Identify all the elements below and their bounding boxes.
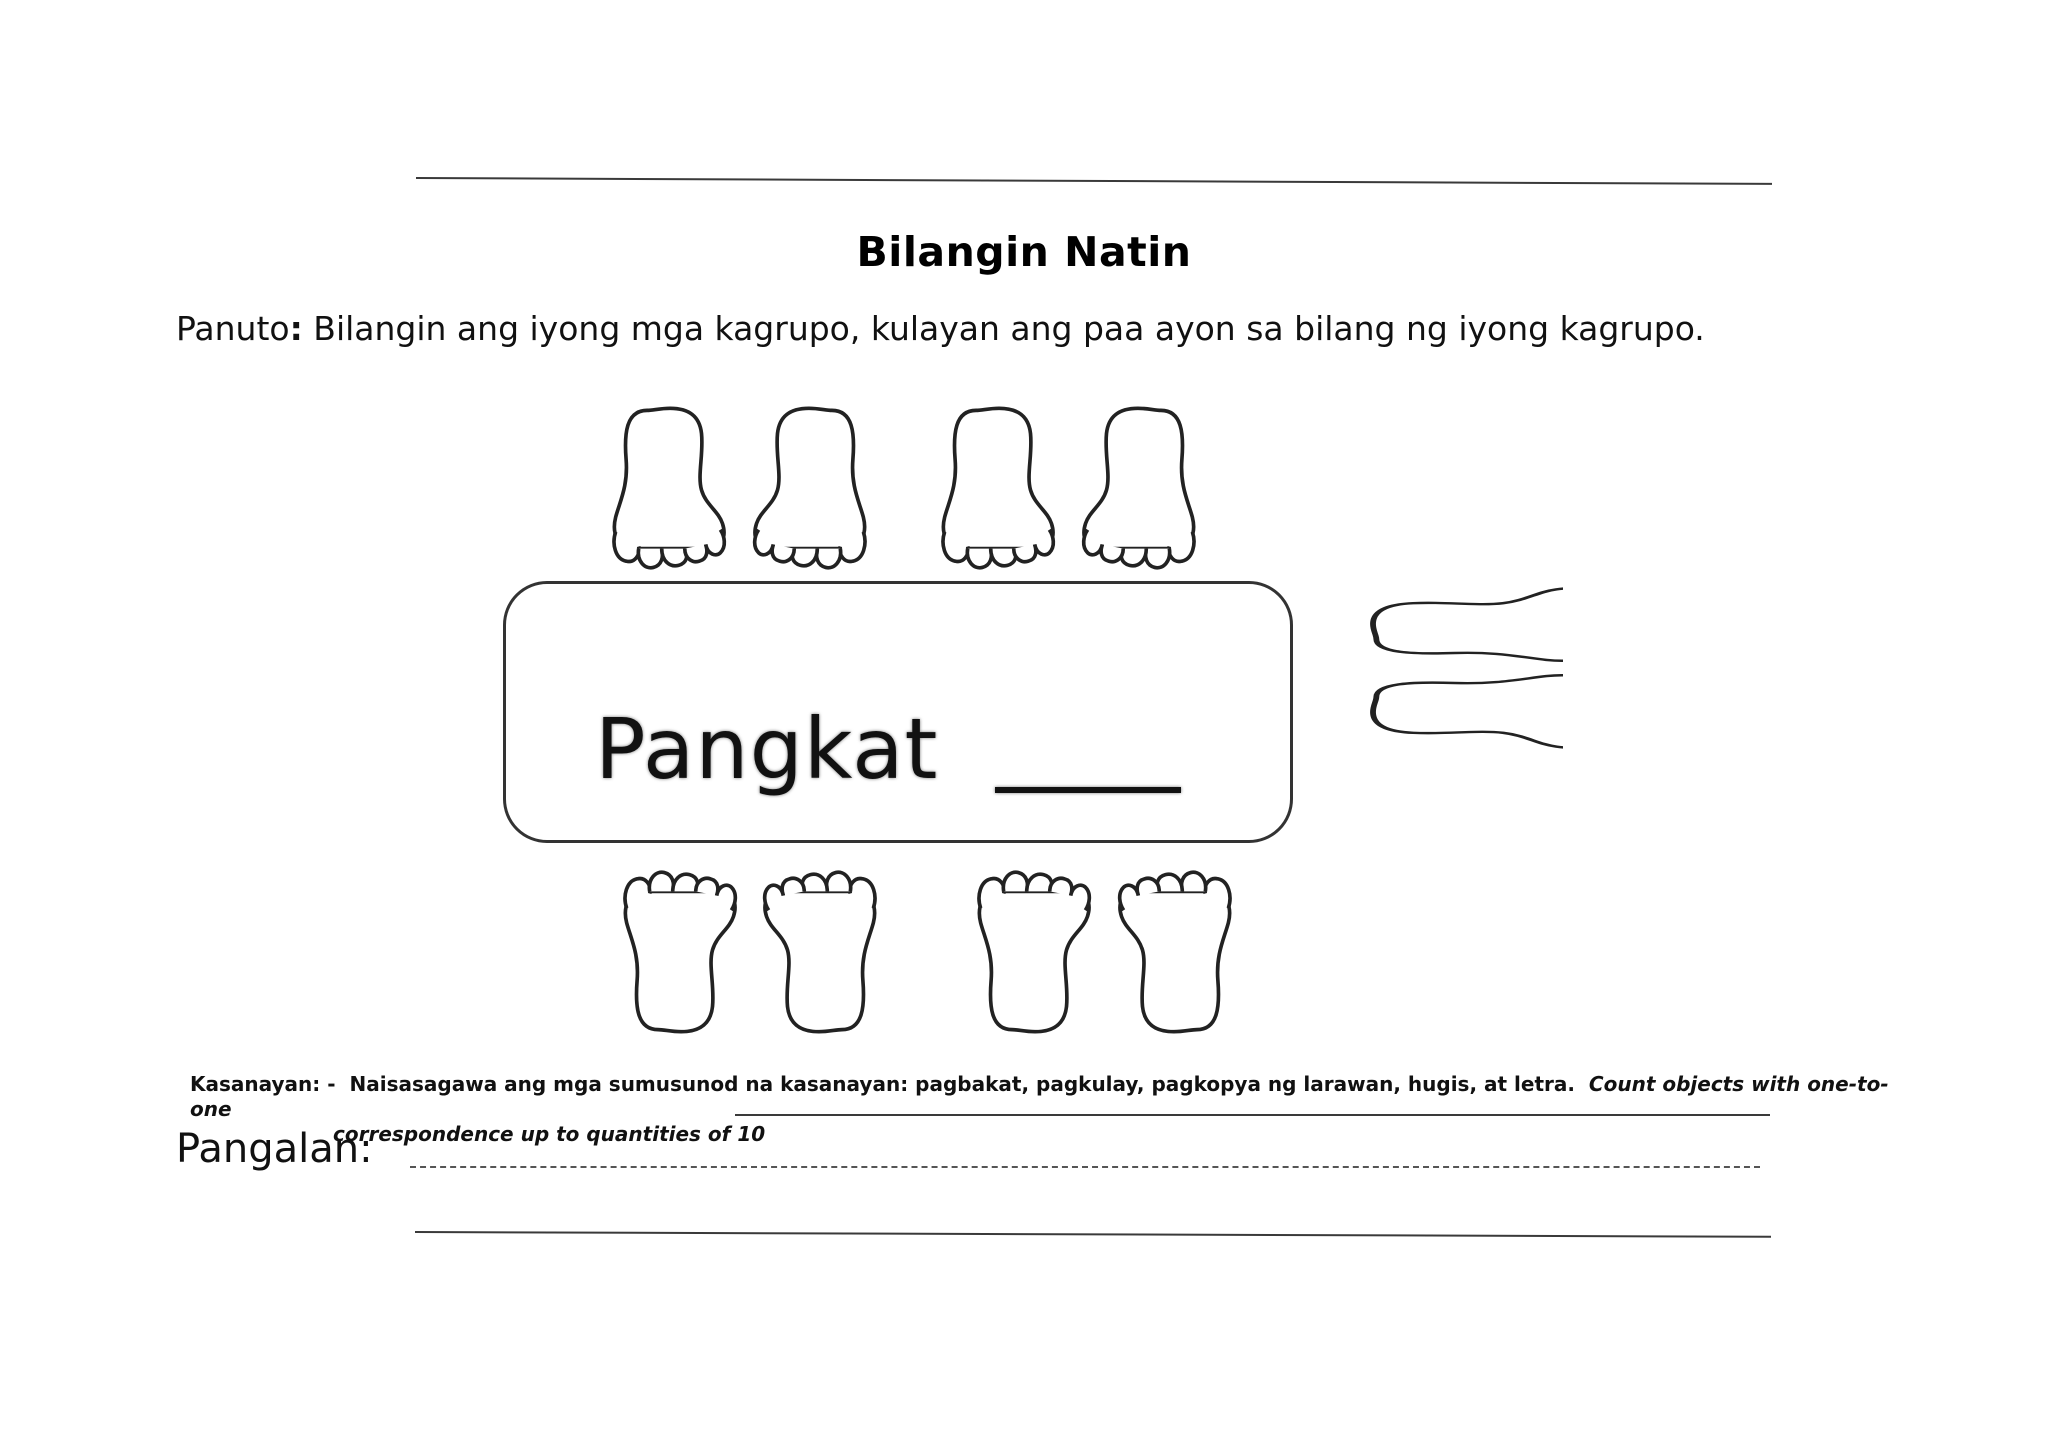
foot-top-1[interactable] [605, 402, 731, 580]
top-rule [416, 177, 1772, 185]
group-number-blank[interactable] [995, 787, 1181, 793]
skills-english-b: correspondence up to quantities of 10 [333, 1122, 766, 1146]
instruction-colon: : [289, 309, 303, 348]
foot-top-4[interactable] [1077, 402, 1203, 580]
skills-english-a: Count objects with one-to-one [190, 1072, 1889, 1121]
skills-dash: - [327, 1072, 336, 1096]
bottom-rule [415, 1231, 1771, 1238]
skills-text: Naisasagawa ang mga sumusunod na kasanayan: pagbakat, pagkulay, pagkopya ng larawan, hugis, at letra. [349, 1072, 1575, 1096]
foot-bottom-4[interactable] [1113, 860, 1239, 1038]
name-input-line[interactable] [410, 1166, 1760, 1168]
name-label: Pangalan: [176, 1126, 373, 1172]
instructions [176, 309, 1705, 348]
foot-bottom-2[interactable] [758, 860, 884, 1038]
foot-right-1[interactable] [1363, 548, 1563, 668]
foot-top-3[interactable] [934, 402, 1060, 580]
foot-bottom-3[interactable] [970, 860, 1096, 1038]
instruction-label: Panuto [176, 309, 290, 348]
foot-top-2[interactable] [748, 402, 874, 580]
instruction-text: Bilangin ang iyong mga kagrupo, kulayan ang paa ayon sa bilang ng iyong kagrupo. [302, 309, 1705, 348]
foot-right-2[interactable] [1363, 668, 1563, 788]
skills-label: Kasanayan: [190, 1072, 321, 1096]
group-label: Pangkat [595, 700, 939, 798]
page-title: Bilangin Natin [856, 228, 1192, 276]
foot-bottom-1[interactable] [616, 860, 742, 1038]
skills-note [190, 1072, 1890, 1147]
